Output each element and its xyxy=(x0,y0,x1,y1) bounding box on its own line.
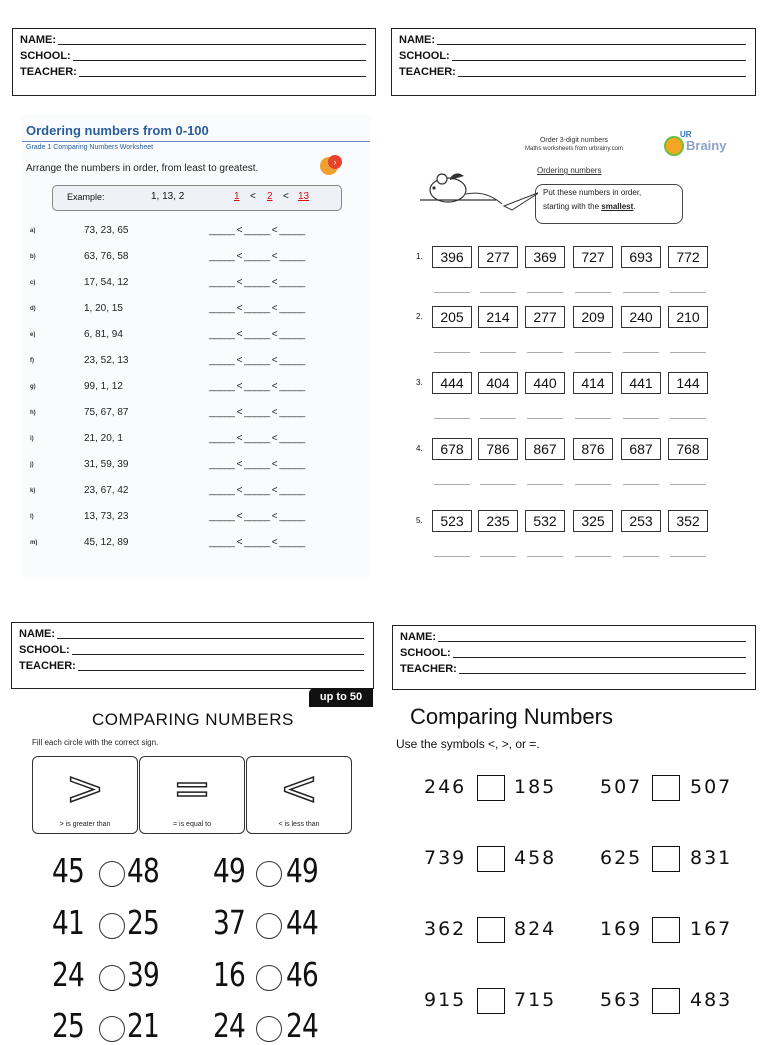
left-number: 169 xyxy=(600,918,643,940)
urbrainy-logo xyxy=(662,132,738,158)
right-number: 48 xyxy=(127,851,159,890)
name-box-1 xyxy=(12,28,376,96)
title-divider xyxy=(22,141,370,142)
answer-line[interactable] xyxy=(434,556,470,557)
list-item xyxy=(22,302,370,322)
worksheet-ordering-0-100 xyxy=(22,115,370,577)
name-line[interactable] xyxy=(58,32,366,45)
example-label: Example: xyxy=(67,192,105,202)
answer-circle[interactable] xyxy=(256,913,282,939)
number-box: 532 xyxy=(525,510,565,532)
item-numbers: 23, 67, 42 xyxy=(84,485,129,496)
list-item xyxy=(22,250,370,270)
answer-blanks[interactable]: _____ < _____ < _____ xyxy=(209,329,305,340)
answer-line[interactable] xyxy=(623,418,659,419)
number-box: 240 xyxy=(621,306,661,328)
item-numbers: 23, 52, 13 xyxy=(84,355,129,366)
left-number: 246 xyxy=(424,776,467,798)
item-label: h) xyxy=(30,410,36,416)
row-label: 5. xyxy=(416,516,423,525)
answer-blanks[interactable]: _____ < _____ < _____ xyxy=(209,381,305,392)
item-numbers: 1, 20, 15 xyxy=(84,303,123,314)
worksheet-instruction: Use the symbols <, >, or =. xyxy=(396,737,540,751)
answer-circle[interactable] xyxy=(99,1016,125,1042)
left-number: 45 xyxy=(52,851,84,890)
answer-circle[interactable] xyxy=(256,861,282,887)
answer-line[interactable] xyxy=(480,352,516,353)
answer-line[interactable] xyxy=(434,484,470,485)
answer-blanks[interactable]: _____ < _____ < _____ xyxy=(209,537,305,548)
example-answer-2: 2 xyxy=(267,191,273,202)
name-box-3 xyxy=(11,622,374,689)
answer-blanks[interactable]: _____ < _____ < _____ xyxy=(209,511,305,522)
school-label: SCHOOL: xyxy=(400,647,451,659)
answer-box[interactable] xyxy=(652,988,680,1014)
number-box: 441 xyxy=(621,372,661,394)
left-number: 16 xyxy=(213,955,245,994)
answer-box[interactable] xyxy=(652,846,680,872)
answer-blanks[interactable]: _____ < _____ < _____ xyxy=(209,303,305,314)
example-box xyxy=(52,185,342,211)
answer-line[interactable] xyxy=(670,556,706,557)
left-number: 915 xyxy=(424,989,467,1011)
name-line[interactable] xyxy=(57,626,364,639)
answer-blanks[interactable]: _____ < _____ < _____ xyxy=(209,251,305,262)
right-number: 49 xyxy=(286,851,318,890)
answer-blanks[interactable]: _____ < _____ < _____ xyxy=(209,355,305,366)
item-label: m) xyxy=(30,540,38,546)
name-line[interactable] xyxy=(437,32,746,45)
answer-line[interactable] xyxy=(480,418,516,419)
number-box: 277 xyxy=(478,246,518,268)
item-label: j) xyxy=(30,462,34,468)
number-box: 414 xyxy=(573,372,613,394)
row-label: 3. xyxy=(416,378,423,387)
list-item xyxy=(22,406,370,426)
right-number: 39 xyxy=(127,955,159,994)
number-box: 678 xyxy=(432,438,472,460)
less-than-sign: < xyxy=(283,191,289,202)
school-label: SCHOOL: xyxy=(19,644,70,656)
worksheet-header xyxy=(504,136,644,154)
answer-box[interactable] xyxy=(652,917,680,943)
right-number: 831 xyxy=(690,847,733,869)
answer-line[interactable] xyxy=(670,418,706,419)
right-number: 24 xyxy=(286,1006,318,1045)
card-caption: < is less than xyxy=(278,821,320,828)
item-label: i) xyxy=(30,436,34,442)
bubble-line-1: Put these numbers in order, xyxy=(543,188,642,197)
name-line[interactable] xyxy=(438,629,746,642)
less-than-symbol-icon: < xyxy=(279,761,319,815)
list-item xyxy=(22,380,370,400)
number-box: 209 xyxy=(573,306,613,328)
answer-circle[interactable] xyxy=(256,1016,282,1042)
left-number: 41 xyxy=(52,903,84,942)
answer-line[interactable] xyxy=(670,292,706,293)
right-number: 44 xyxy=(286,903,318,942)
instruction-bubble xyxy=(535,184,683,224)
number-box: 369 xyxy=(525,246,565,268)
teacher-line[interactable] xyxy=(78,658,364,671)
number-box: 867 xyxy=(525,438,565,460)
logo-text-ur: UR xyxy=(680,130,692,139)
answer-blanks[interactable]: _____ < _____ < _____ xyxy=(209,485,305,496)
left-number: 362 xyxy=(424,918,467,940)
answer-line[interactable] xyxy=(623,292,659,293)
left-number: 563 xyxy=(600,989,643,1011)
school-line[interactable] xyxy=(72,642,364,655)
bubble-emphasis: smallest xyxy=(601,202,634,211)
item-label: d) xyxy=(30,306,36,312)
item-label: a) xyxy=(30,228,36,234)
number-row xyxy=(412,246,752,268)
worksheet-order-3-digit xyxy=(392,128,760,578)
school-label: SCHOOL: xyxy=(399,50,450,62)
right-number: 25 xyxy=(127,903,159,942)
item-numbers: 75, 67, 87 xyxy=(84,407,129,418)
item-label: e) xyxy=(30,332,36,338)
number-box: 144 xyxy=(668,372,708,394)
left-number: 739 xyxy=(424,847,467,869)
number-box: 523 xyxy=(432,510,472,532)
item-label: l) xyxy=(30,514,34,520)
list-item xyxy=(22,536,370,556)
number-box: 214 xyxy=(478,306,518,328)
bubble-prefix: starting with the xyxy=(543,202,602,211)
worksheet-instruction: Fill each circle with the correct sign. xyxy=(32,738,159,747)
item-label: k) xyxy=(30,488,36,494)
answer-line[interactable] xyxy=(575,292,611,293)
right-number: 21 xyxy=(127,1006,159,1045)
item-label: b) xyxy=(30,254,36,260)
number-box: 210 xyxy=(668,306,708,328)
answer-line[interactable] xyxy=(527,484,563,485)
list-item xyxy=(22,328,370,348)
answer-line[interactable] xyxy=(434,292,470,293)
right-number: 167 xyxy=(690,918,733,940)
greater-than-card xyxy=(32,756,138,834)
answer-blanks[interactable]: _____ < _____ < _____ xyxy=(209,433,305,444)
logo-text-brainy: Brainy xyxy=(686,138,727,153)
number-box: 768 xyxy=(668,438,708,460)
number-box: 396 xyxy=(432,246,472,268)
number-box: 352 xyxy=(668,510,708,532)
item-label: c) xyxy=(30,280,36,286)
teacher-line[interactable] xyxy=(79,64,366,77)
equal-card xyxy=(139,756,245,834)
number-box: 253 xyxy=(621,510,661,532)
item-numbers: 13, 73, 23 xyxy=(84,511,129,522)
left-number: 507 xyxy=(600,776,643,798)
answer-circle[interactable] xyxy=(99,861,125,887)
answer-box[interactable] xyxy=(477,775,505,801)
item-numbers: 63, 76, 58 xyxy=(84,251,129,262)
number-box: 772 xyxy=(668,246,708,268)
item-numbers: 99, 1, 12 xyxy=(84,381,123,392)
item-numbers: 21, 20, 1 xyxy=(84,433,123,444)
number-box: 205 xyxy=(432,306,472,328)
answer-line[interactable] xyxy=(670,484,706,485)
number-box: 727 xyxy=(573,246,613,268)
item-numbers: 6, 81, 94 xyxy=(84,329,123,340)
example-answer-1: 1 xyxy=(234,191,240,202)
equal-symbol-icon: = xyxy=(172,761,212,815)
answer-line[interactable] xyxy=(575,352,611,353)
item-numbers: 73, 23, 65 xyxy=(84,225,129,236)
item-numbers: 31, 59, 39 xyxy=(84,459,129,470)
number-box: 325 xyxy=(573,510,613,532)
school-line[interactable] xyxy=(453,645,746,658)
number-box: 687 xyxy=(621,438,661,460)
right-number: 507 xyxy=(690,776,733,798)
teacher-label: TEACHER: xyxy=(19,660,76,672)
answer-blanks[interactable]: _____ < _____ < _____ xyxy=(209,225,305,236)
item-label: g) xyxy=(30,384,36,390)
answer-line[interactable] xyxy=(575,556,611,557)
answer-line[interactable] xyxy=(527,556,563,557)
left-number: 24 xyxy=(213,1006,245,1045)
school-label: SCHOOL: xyxy=(20,50,71,62)
teacher-label: TEACHER: xyxy=(399,66,456,78)
worksheet-instruction: Arrange the numbers in order, from least to greatest. xyxy=(26,163,259,174)
answer-line[interactable] xyxy=(623,484,659,485)
number-box: 693 xyxy=(621,246,661,268)
school-line[interactable] xyxy=(73,48,366,61)
left-number: 625 xyxy=(600,847,643,869)
arrow-right-icon: › xyxy=(328,155,342,169)
list-item xyxy=(22,510,370,530)
section-heading: Ordering numbers xyxy=(537,166,602,175)
answer-line[interactable] xyxy=(623,556,659,557)
list-item xyxy=(22,354,370,374)
list-item xyxy=(22,432,370,452)
card-caption: > is greater than xyxy=(59,821,111,828)
answer-line[interactable] xyxy=(527,352,563,353)
answer-box[interactable] xyxy=(477,846,505,872)
name-box-4 xyxy=(392,625,756,690)
mouse-illustration-icon xyxy=(416,168,538,218)
number-row xyxy=(412,306,752,328)
left-number: 37 xyxy=(213,903,245,942)
list-item xyxy=(22,224,370,244)
name-label: NAME: xyxy=(20,34,57,46)
teacher-label: TEACHER: xyxy=(400,663,457,675)
number-box: 876 xyxy=(573,438,613,460)
answer-circle[interactable] xyxy=(256,965,282,991)
less-than-card xyxy=(246,756,352,834)
answer-box[interactable] xyxy=(477,917,505,943)
greater-than-symbol-icon: > xyxy=(65,761,105,815)
name-box-2 xyxy=(391,28,756,96)
name-label: NAME: xyxy=(19,628,56,640)
answer-line[interactable] xyxy=(480,556,516,557)
level-badge: up to 50 xyxy=(309,688,373,707)
header-title: Order 3-digit numbers xyxy=(539,137,609,144)
answer-circle[interactable] xyxy=(99,913,125,939)
worksheet-title: COMPARING NUMBERS xyxy=(92,710,294,729)
number-row xyxy=(412,438,752,460)
answer-line[interactable] xyxy=(623,352,659,353)
right-number: 715 xyxy=(514,989,557,1011)
number-box: 235 xyxy=(478,510,518,532)
left-number: 24 xyxy=(52,955,84,994)
list-item xyxy=(22,276,370,296)
number-box: 444 xyxy=(432,372,472,394)
number-box: 404 xyxy=(478,372,518,394)
answer-line[interactable] xyxy=(434,418,470,419)
less-than-sign: < xyxy=(250,191,256,202)
answer-line[interactable] xyxy=(480,484,516,485)
worksheet-subtitle: Grade 1 Comparing Numbers Worksheet xyxy=(26,144,154,151)
number-box: 440 xyxy=(525,372,565,394)
answer-box[interactable] xyxy=(477,988,505,1014)
answer-line[interactable] xyxy=(575,484,611,485)
right-number: 458 xyxy=(514,847,557,869)
item-numbers: 17, 54, 12 xyxy=(84,277,129,288)
list-item xyxy=(22,458,370,478)
example-numbers: 1, 13, 2 xyxy=(151,191,185,202)
bubble-line-2: starting with the smallest. xyxy=(543,202,636,211)
right-number: 185 xyxy=(514,776,557,798)
card-caption: = is equal to xyxy=(173,821,211,828)
right-number: 46 xyxy=(286,955,318,994)
row-label: 2. xyxy=(416,312,423,321)
teacher-label: TEACHER: xyxy=(20,66,77,78)
left-number: 49 xyxy=(213,851,245,890)
item-numbers: 45, 12, 89 xyxy=(84,537,129,548)
answer-circle[interactable] xyxy=(99,965,125,991)
answer-box[interactable] xyxy=(652,775,680,801)
right-number: 824 xyxy=(514,918,557,940)
teacher-line[interactable] xyxy=(458,64,746,77)
answer-line[interactable] xyxy=(434,352,470,353)
name-label: NAME: xyxy=(399,34,436,46)
teacher-line[interactable] xyxy=(459,661,746,674)
name-label: NAME: xyxy=(400,631,437,643)
globe-icon xyxy=(664,136,684,156)
number-box: 277 xyxy=(525,306,565,328)
answer-blanks[interactable]: _____ < _____ < _____ xyxy=(209,407,305,418)
list-item xyxy=(22,484,370,504)
example-answer-3: 13 xyxy=(298,191,310,202)
left-number: 25 xyxy=(52,1006,84,1045)
answer-line[interactable] xyxy=(527,292,563,293)
row-label: 1. xyxy=(416,252,423,261)
item-label: f) xyxy=(30,358,34,364)
worksheet-title: Comparing Numbers xyxy=(410,704,613,729)
answer-line[interactable] xyxy=(527,418,563,419)
answer-blanks[interactable]: _____ < _____ < _____ xyxy=(209,459,305,470)
answer-line[interactable] xyxy=(670,352,706,353)
answer-line[interactable] xyxy=(480,292,516,293)
number-row xyxy=(412,372,752,394)
number-box: 786 xyxy=(478,438,518,460)
header-source: Maths worksheets from urbrainy.com xyxy=(525,146,623,152)
school-line[interactable] xyxy=(452,48,746,61)
right-number: 483 xyxy=(690,989,733,1011)
answer-blanks[interactable]: _____ < _____ < _____ xyxy=(209,277,305,288)
row-label: 4. xyxy=(416,444,423,453)
worksheet-title: Ordering numbers from 0-100 xyxy=(26,123,209,138)
answer-line[interactable] xyxy=(575,418,611,419)
number-row xyxy=(412,510,752,532)
